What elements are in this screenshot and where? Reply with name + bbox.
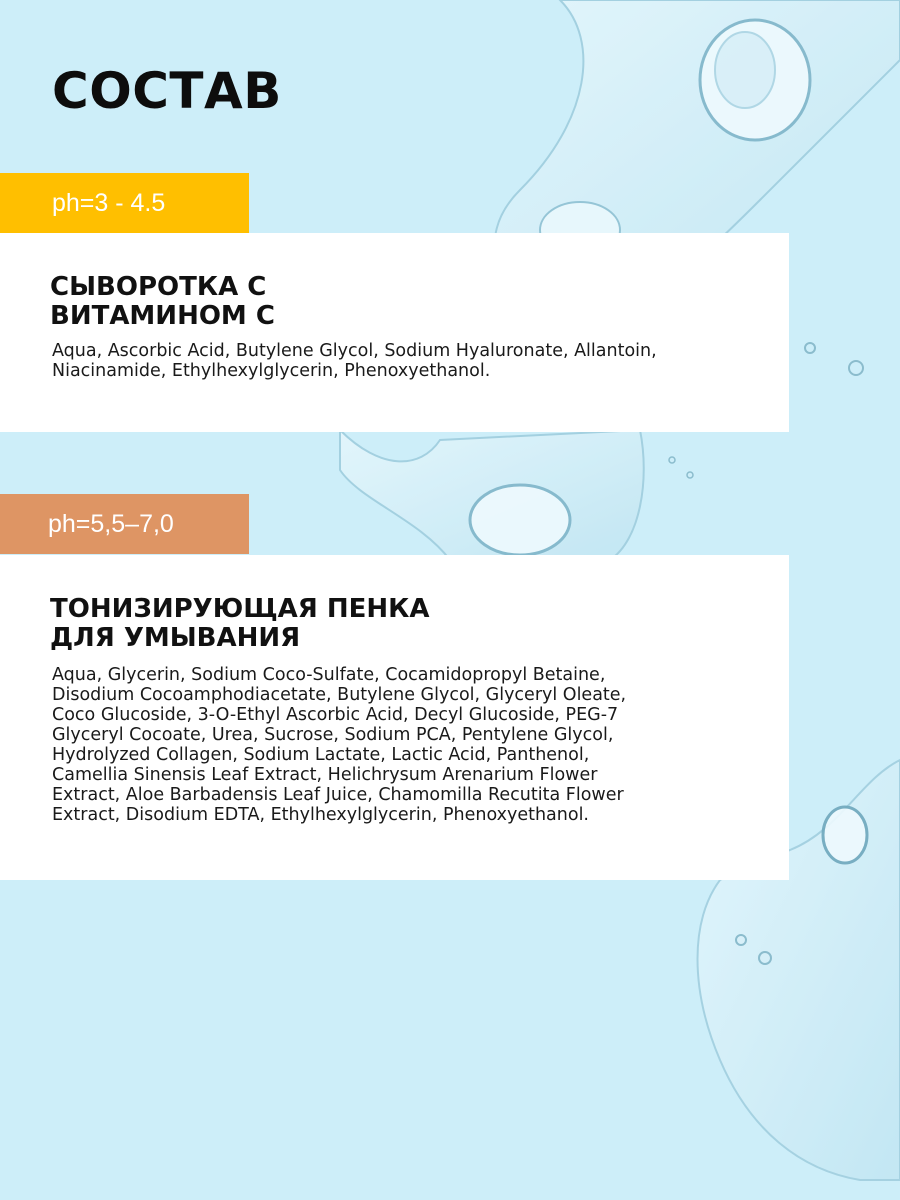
page-title: СОСТАВ — [52, 62, 282, 120]
product-title-line: ВИТАМИНОМ С — [50, 301, 275, 331]
ph-badge-foam: ph=5,5–7,0 — [0, 494, 249, 554]
product-card-serum — [0, 233, 789, 432]
ph-badge-serum: ph=3 - 4.5 — [0, 173, 249, 233]
product-title-line: СЫВОРОТКА С — [50, 272, 267, 302]
product-card-foam — [0, 555, 789, 880]
product-title — [50, 595, 759, 653]
product-title-line: ДЛЯ УМЫВАНИЯ — [50, 623, 301, 653]
ingredients-list: Aqua, Glycerin, Sodium Coco-Sulfate, Cocamidopropyl Betaine, Disodium Cocoamphodiacetate, Butylene Glycol, Glyceryl Oleate, Coco Glucoside, 3-O-Ethyl Ascorbic Acid, Decyl Glucoside, PEG-7 Glyceryl Cocoate, Urea, Sucrose, Sodium PCA, Pentylene Glycol, Hydrolyzed Collagen, Sodium Lactate, Lactic Acid, Panthenol, Camellia Sinensis Leaf Extract, Helichrysum Arenarium Flower Extract, Aloe Barbadensis Leaf Juice, Chamomilla Recutita Flower Extract, Disodium EDTA, Ethylhexylglycerin, Phenoxyethanol. — [52, 665, 627, 825]
ingredients-list: Aqua, Ascorbic Acid, Butylene Glycol, Sodium Hyaluronate, Allantoin, Niacinamide, Ethylhexylglycerin, Phenoxyethanol. — [52, 341, 657, 381]
product-title — [50, 273, 759, 331]
product-title-line: ТОНИЗИРУЮЩАЯ ПЕНКА — [50, 594, 430, 624]
